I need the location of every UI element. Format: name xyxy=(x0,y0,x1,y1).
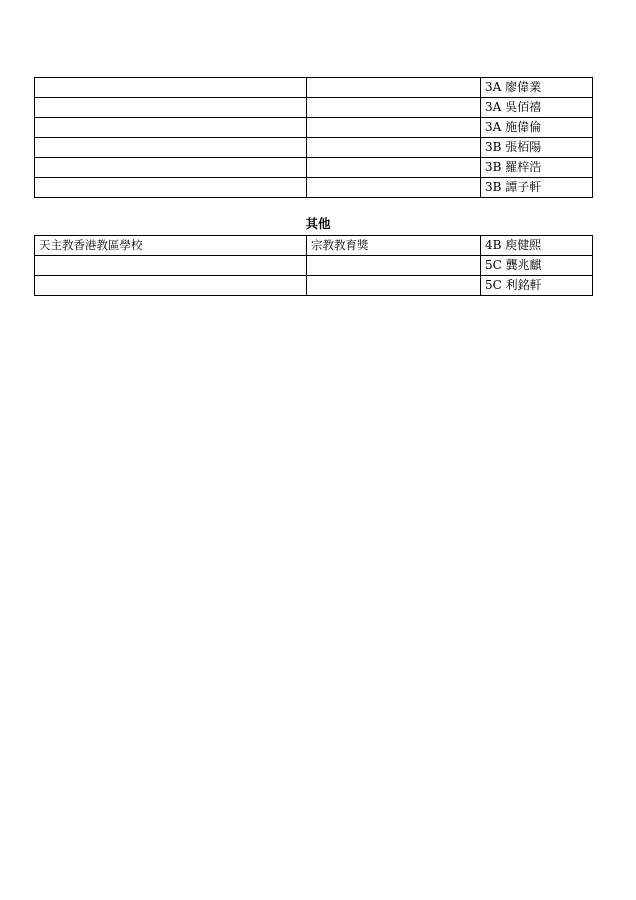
student-cell: 4B 庾健熙 xyxy=(481,236,593,256)
table-row xyxy=(35,98,593,118)
table-row xyxy=(35,78,593,98)
table-row xyxy=(35,256,593,276)
award-cell: 宗教教育獎 xyxy=(307,236,481,256)
student-cell: 3A 廖偉業 xyxy=(481,78,593,98)
school-cell xyxy=(35,256,307,276)
award-table-other xyxy=(34,235,593,296)
award-cell xyxy=(307,256,481,276)
award-cell xyxy=(307,118,481,138)
table-row xyxy=(35,158,593,178)
student-cell: 5C 利銘軒 xyxy=(481,276,593,296)
award-table-top xyxy=(34,77,593,198)
award-cell xyxy=(307,78,481,98)
section-heading-other: 其他 xyxy=(305,216,331,231)
table-row xyxy=(35,178,593,198)
student-cell: 3A 吳佰禧 xyxy=(481,98,593,118)
school-cell xyxy=(35,118,307,138)
award-cell xyxy=(307,276,481,296)
table-row xyxy=(35,236,593,256)
student-cell: 3B 羅梓浩 xyxy=(481,158,593,178)
award-cell xyxy=(307,138,481,158)
award-cell xyxy=(307,158,481,178)
table-row xyxy=(35,138,593,158)
school-cell: 天主教香港教區學校 xyxy=(35,236,307,256)
school-cell xyxy=(35,98,307,118)
school-cell xyxy=(35,138,307,158)
student-cell: 5C 龔兆麒 xyxy=(481,256,593,276)
student-cell: 3A 施偉倫 xyxy=(481,118,593,138)
table-row xyxy=(35,276,593,296)
student-cell: 3B 譚子軒 xyxy=(481,178,593,198)
school-cell xyxy=(35,78,307,98)
award-cell xyxy=(307,98,481,118)
school-cell xyxy=(35,158,307,178)
school-cell xyxy=(35,276,307,296)
student-cell: 3B 張栢陽 xyxy=(481,138,593,158)
school-cell xyxy=(35,178,307,198)
table-row xyxy=(35,118,593,138)
award-cell xyxy=(307,178,481,198)
